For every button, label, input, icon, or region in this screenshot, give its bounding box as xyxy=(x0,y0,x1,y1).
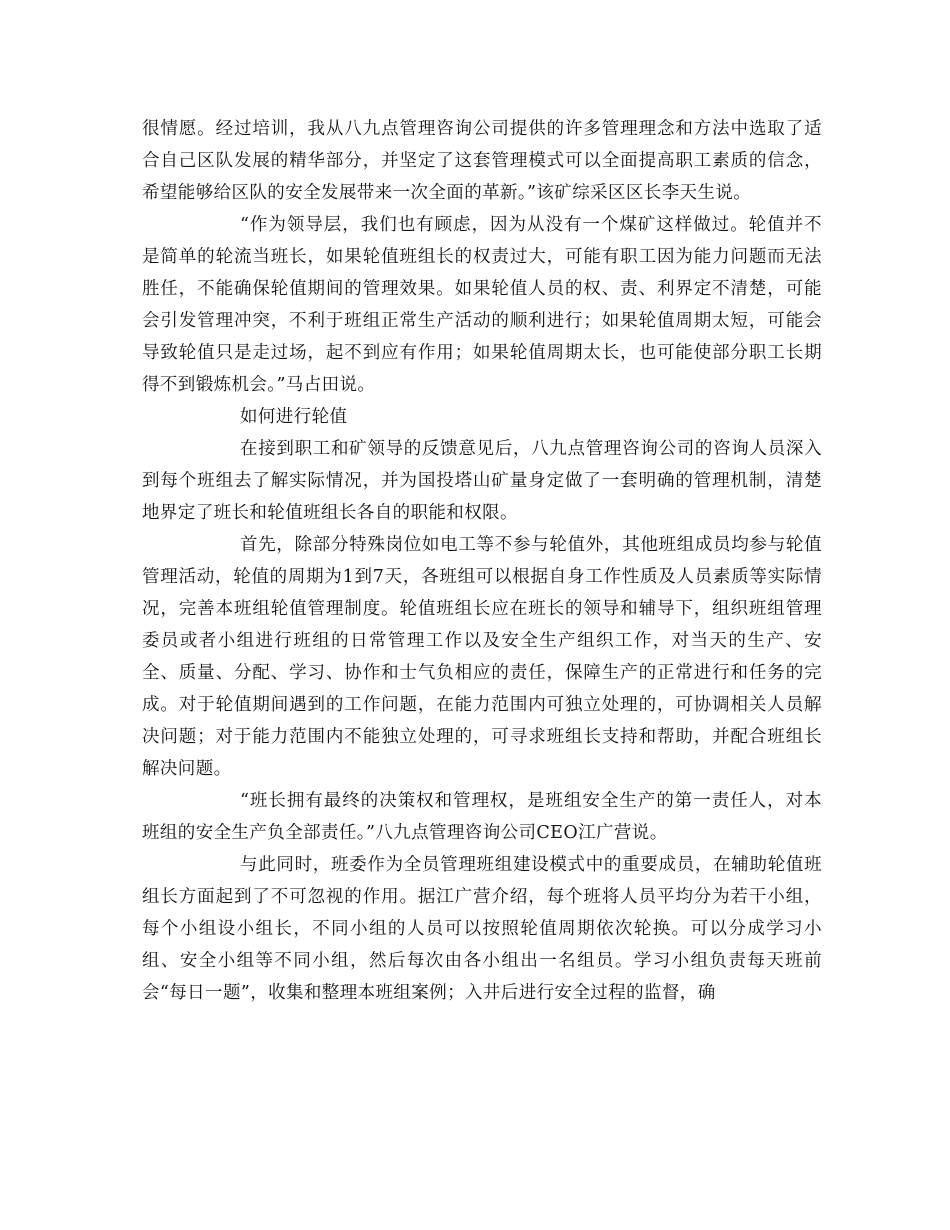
paragraph-consultant-mechanism: 在接到职工和矿领导的反馈意见后，八九点管理咨询公司的咨询人员深入到每个班组去了解实际情况，并为国投塔山矿量身定做了一套明确的管理机制，清楚地界定了班长和轮值班组长各自的职能和权限。 xyxy=(142,439,822,523)
paragraph-leadership-concerns: “作为领导层，我们也有顾虑，因为从没有一个煤矿这样做过。轮值并不是简单的轮流当班长，如果轮值班组长的权责过大，可能有职工因为能力问题而无法胜任，不能确保轮值期间的管理效果。如果轮值人员的权、责、利界定不清楚，可能会引发管理冲突，不利于班组正常生产活动的顺利进行；如果轮值周期太短，可能会导致轮值只是走过场，起不到应有作用；如果轮值周期太长，也可能使部分职工长期得不到锻炼机会。”马占田说。 xyxy=(142,215,822,395)
paragraph-ceo-quote: “班长拥有最终的决策权和管理权，是班组安全生产的第一责任人，对本班组的安全生产负全部责任。”八九点管理咨询公司CEO江广营说。 xyxy=(142,791,822,843)
paragraph-committee-role: 与此同时，班委作为全员管理班组建设模式中的重要成员，在辅助轮值班组长方面起到了不可忽视的作用。据江广营介绍，每个班将人员平均分为若干小组，每个小组设小组长，不同小组的人员可以按照轮值周期依次轮换。可以分成学习小组、安全小组等不同小组，然后每次由各小组出一名组员。学习小组负责每天班前会“每日一题”，收集和整理本班组案例；入井后进行安全过程的监督，确 xyxy=(142,855,822,1003)
document-page xyxy=(142,113,822,1009)
section-heading: 如何进行轮值 xyxy=(240,407,348,427)
paragraph-rotation-rules: 首先，除部分特殊岗位如电工等不参与轮值外，其他班组成员均参与轮值管理活动，轮值的周期为1到7天，各班组可以根据自身工作性质及人员素质等实际情况，完善本班组轮值管理制度。轮值班组长应在班长的领导和辅导下，组织班组管理委员或者小组进行班组的日常管理工作以及安全生产组织工作，对当天的生产、安全、质量、分配、学习、协作和士气负相应的责任，保障生产的正常进行和任务的完成。对于轮值期间遇到的工作问题，在能力范围内可独立处理的，可协调相关人员解决问题；对于能力范围内不能独立处理的，可寻求班组长支持和帮助，并配合班组长解决问题。 xyxy=(142,535,822,779)
paragraph-continuation: 很情愿。经过培训，我从八九点管理咨询公司提供的许多管理理念和方法中选取了适合自己区队发展的精华部分，并坚定了这套管理模式可以全面提高职工素质的信念，希望能够给区队的安全发展带来一次全面的革新。”该矿综采区区长李天生说。 xyxy=(142,119,822,203)
